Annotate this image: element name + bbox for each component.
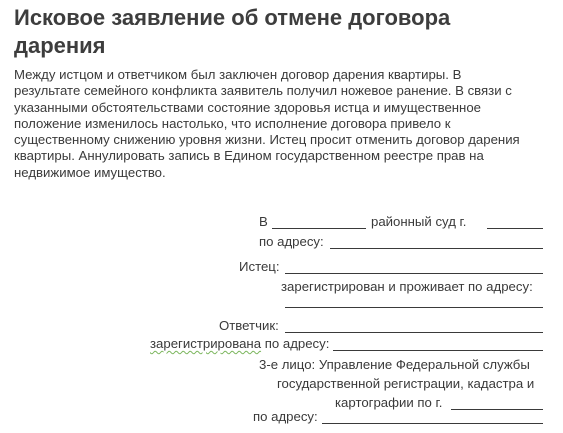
body-line: квартиры. Аннулировать запись в Едином государственном реестре прав на — [14, 148, 484, 164]
court-address-label: по адресу: — [259, 234, 324, 249]
defendant-registered-row — [150, 336, 329, 352]
third-party-address-label: по адресу: — [253, 409, 318, 424]
defendant-label: Ответчик: — [219, 318, 279, 333]
body-line: результате семейного конфликта заявитель получил ножевое ранение. В связи с — [14, 83, 512, 99]
plaintiff-label: Истец: — [239, 259, 280, 274]
document-title — [14, 4, 544, 60]
title-line-1: Исковое заявление об отмене договора — [14, 5, 451, 30]
body-line: существенному снижению уровня жизни. Истец просит отменить договор дарения — [14, 132, 520, 148]
body-line: положение изменилось настолько, что исполнение договора привело к — [14, 115, 451, 131]
third-party-line-1: 3-е лицо: Управление Федеральной службы — [259, 357, 530, 372]
claim-description — [14, 67, 559, 181]
third-party-address-blank[interactable] — [322, 423, 543, 424]
plaintiff-name-blank[interactable] — [285, 273, 543, 274]
third-party-city-blank[interactable] — [451, 409, 543, 410]
third-party-line-2: государственной регистрации, кадастра и — [277, 376, 535, 391]
defendant-address-label: по адресу: — [264, 336, 330, 351]
court-address-blank[interactable] — [330, 248, 543, 249]
defendant-registered-label: зарегистрирована — [150, 336, 262, 351]
defendant-name-blank[interactable] — [285, 332, 543, 333]
body-line: Между истцом и ответчиком был заключен договор дарения квартиры. В — [14, 67, 462, 82]
court-city-blank[interactable] — [487, 228, 543, 229]
plaintiff-registered-label: зарегистрирован и проживает по адресу: — [281, 279, 533, 294]
court-prefix: В — [259, 214, 268, 229]
title-line-2: дарения — [14, 33, 106, 58]
body-line: указанными обстоятельствами состояние здоровья истца и имущественное — [14, 99, 482, 115]
court-suffix: районный суд г. — [371, 214, 467, 229]
defendant-address-blank[interactable] — [333, 350, 543, 351]
court-name-blank[interactable] — [272, 228, 366, 229]
body-line: недвижимое имущество. — [14, 164, 166, 180]
third-party-line-3: картографии по г. — [335, 395, 443, 410]
plaintiff-address-blank[interactable] — [285, 307, 543, 308]
